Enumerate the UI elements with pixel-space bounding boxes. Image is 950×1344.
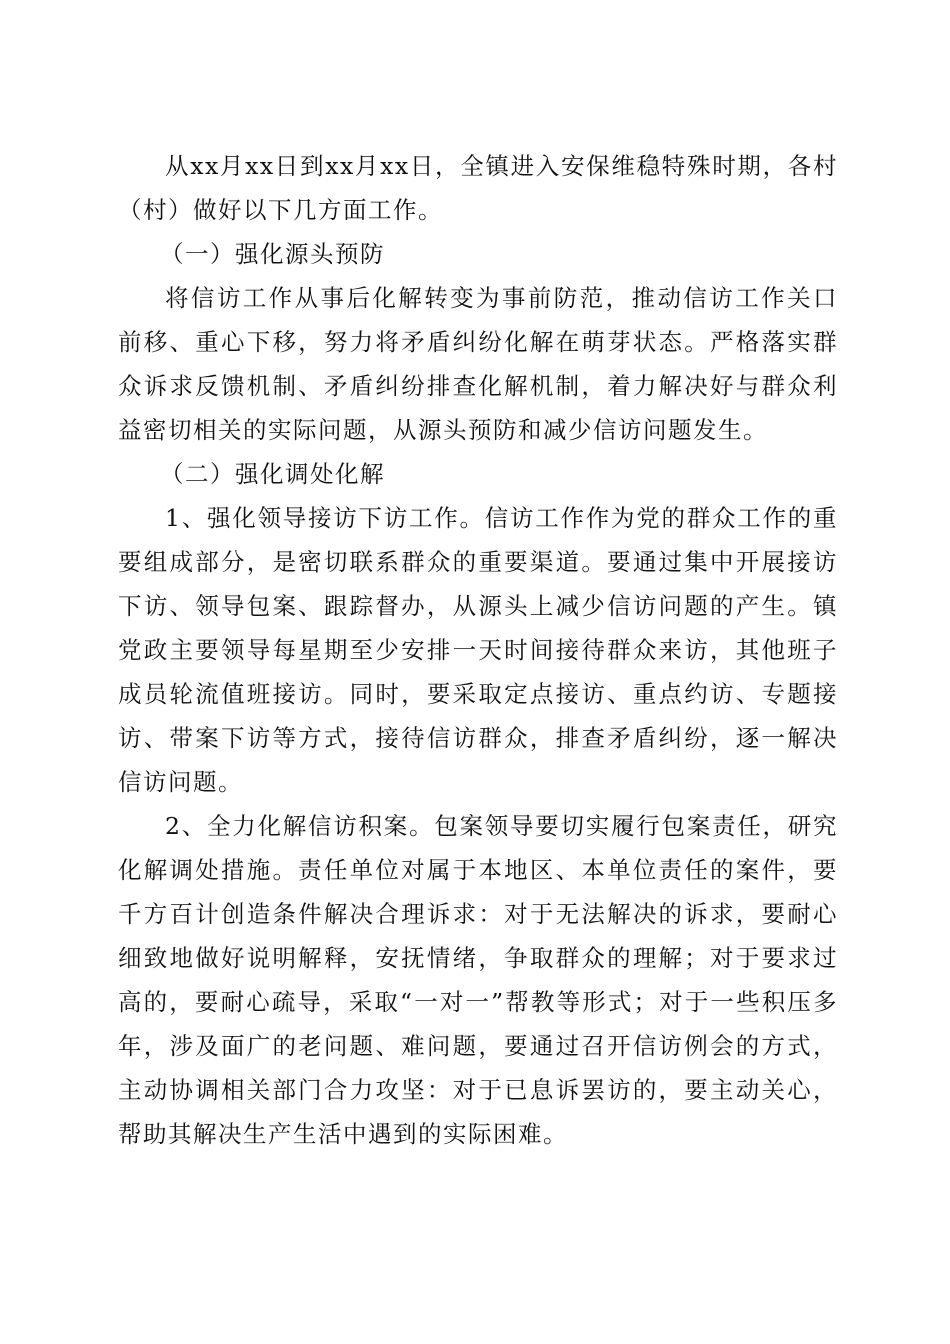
section-body-source-prevention: 将信访工作从事后化解转变为事前防范，推动信访工作关口前移、重心下移，努力将矛盾纠纷化解在萌芽状态。严格落实群众诉求反馈机制、矛盾纠纷排查化解机制，着力解决好与群众利益密切相关的实际问题，从源头预防和减少信访问题发生。	[118, 284, 838, 444]
document-page	[118, 144, 838, 1156]
list-item-leader-visits: 1、强化领导接访下访工作。信访工作作为党的群众工作的重要组成部分，是密切联系群众的重要渠道。要通过集中开展接访下访、领导包案、跟踪督办，从源头上减少信访问题的产生。镇党政主要领导每星期至少安排一天时间接待群众来访，其他班子成员轮流值班接访。同时，要采取定点接访、重点约访、专题接访、带案下访等方式，接待信访群众，排查矛盾纠纷，逐一解决信访问题。	[118, 504, 838, 796]
section-heading-mediation: （二）强化调处化解	[160, 460, 385, 488]
list-item-backlog-cases: 2、全力化解信访积案。包案领导要切实履行包案责任，研究化解调处措施。责任单位对属于本地区、本单位责任的案件，要千方百计创造条件解决合理诉求：对于无法解决的诉求，要耐心细致地做好说明解释，安抚情绪，争取群众的理解；对于要求过高的，要耐心疏导，采取“一对一”帮教等形式；对于一些积压多年，涉及面广的老问题、难问题，要通过召开信访例会的方式，主动协调相关部门合力攻坚：对于已息诉罢访的，要主动关心，帮助其解决生产生活中遇到的实际困难。	[118, 812, 838, 1148]
section-heading-source-prevention: （一）强化源头预防	[160, 240, 385, 268]
intro-paragraph: 从xx月xx日到xx月xx日，全镇进入安保维稳特殊时期，各村（村）做好以下几方面工作。	[118, 152, 838, 224]
